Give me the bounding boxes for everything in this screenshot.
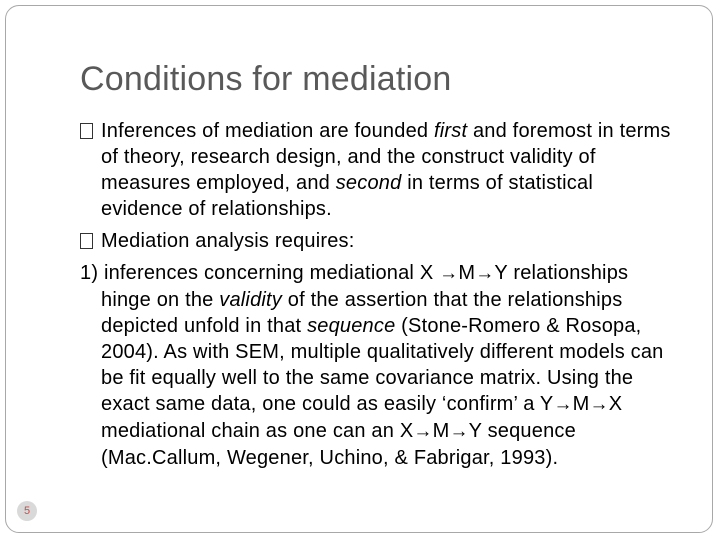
slide-number: 5 <box>17 501 37 521</box>
arrow-right-icon: → <box>413 421 433 442</box>
numbered-item-1: 1) inferences concerning mediational X →M→Y relationships hinge on the validity of the assertion that the relationships depicted unfold in that sequence (Stone-Romero & Rosopa, 2004). As with SEM, multiple qualitatively different models can be fit equally well to the same covariance matrix. Using the exact same data, one could as easily ‘confirm’ a Y→M→X mediational chain as one can an X→M→Y sequence (Mac.Callum, Wegener, Uchino, & Fabrigar, 1993). <box>80 262 664 469</box>
bullet-inferences: Inferences of mediation are founded first and foremost in terms of theory, research design, and the construct validity of measures employed, and second in terms of statistical evidence of relationships. <box>80 118 680 222</box>
checkbox-bullet-icon <box>80 118 101 144</box>
slide-body <box>80 118 680 471</box>
arrow-right-icon: → <box>439 263 459 284</box>
checkbox-bullet-icon <box>80 228 101 254</box>
arrow-right-icon: → <box>475 263 495 284</box>
arrow-right-icon: → <box>449 421 469 442</box>
bullet-requires: Mediation analysis requires: <box>80 228 680 254</box>
slide-title: Conditions for mediation <box>80 60 452 98</box>
item-marker: 1) <box>80 262 99 284</box>
arrow-right-icon: → <box>589 394 609 415</box>
arrow-right-icon: → <box>553 394 573 415</box>
